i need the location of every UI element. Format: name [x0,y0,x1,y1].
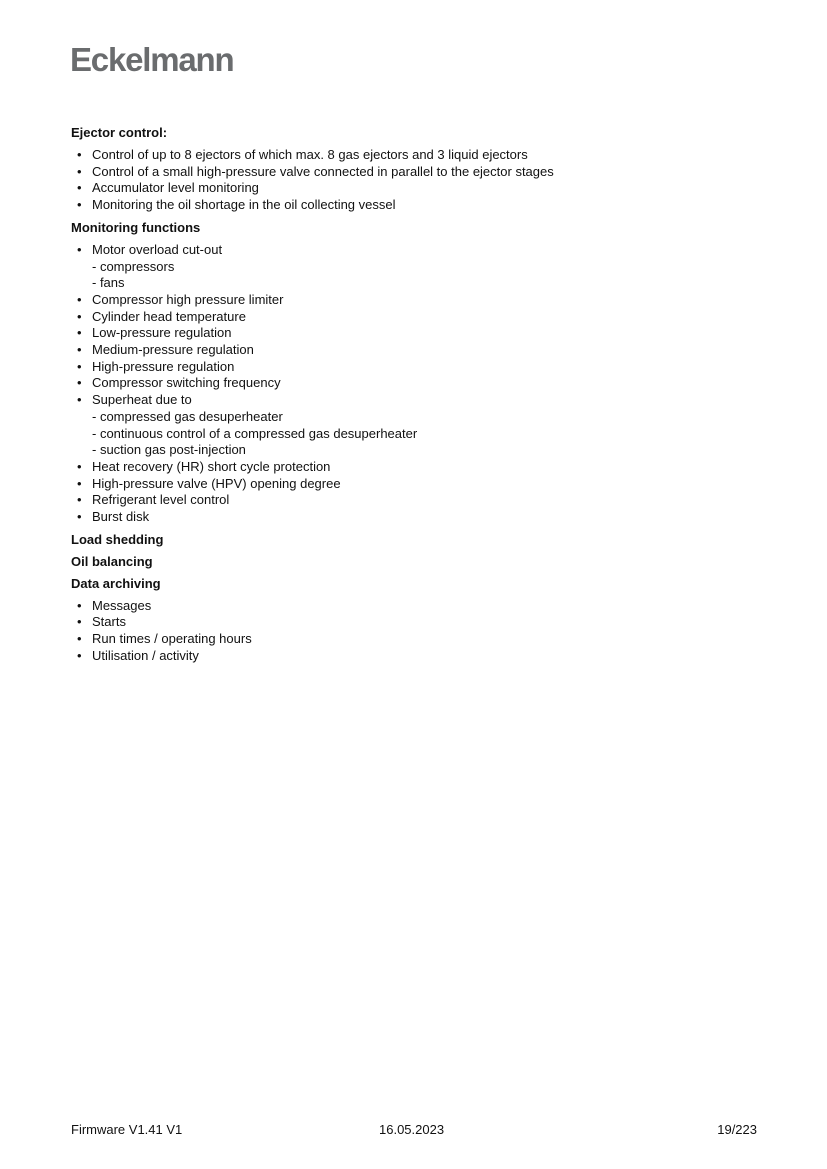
bullet-icon: • [77,492,82,508]
list-item-text: Motor overload cut-out [92,241,223,257]
list-item-text: Starts [92,614,126,630]
bullet-icon: • [77,614,82,630]
firmware-version: Firmware V1.41 V1 [71,1122,183,1137]
list-item [71,180,771,197]
page-footer [71,1121,757,1139]
bullet-icon: • [77,342,82,358]
list-item [71,164,771,181]
section-monitoring-functions [71,220,771,526]
list-item [71,292,771,309]
list-item [71,359,771,376]
list-item [71,509,771,526]
monitoring-list [71,242,771,526]
bullet-icon: • [77,647,82,663]
list-item-text: Utilisation / activity [92,647,199,663]
bullet-icon: • [77,325,82,341]
list-item [71,309,771,326]
heading-data-archiving: Data archiving [71,575,161,591]
list-item [71,492,771,509]
document-date: 16.05.2023 [379,1122,445,1137]
bullet-icon: • [77,308,82,324]
list-item-text: Compressor high pressure limiter [92,291,284,307]
list-item-text: Medium-pressure regulation [92,342,254,358]
list-item [71,375,771,392]
list-item-text: High-pressure valve (HPV) opening degree [92,475,341,491]
list-item-text: Burst disk [92,509,150,525]
list-item [71,325,771,342]
list-item-text: Refrigerant level control [92,492,230,508]
bullet-icon: • [77,358,82,374]
section-data-archiving [71,576,771,665]
bullet-icon: • [77,392,82,408]
list-item [71,476,771,493]
heading-ejector-control: Ejector control: [71,125,168,140]
bullet-icon: • [77,597,82,613]
section-load-shedding [71,532,771,548]
list-item-text: Run times / operating hours [92,631,252,647]
bullet-icon: • [77,475,82,491]
list-item-text: Compressor switching frequency [92,375,281,391]
sub-item: - compressors [92,258,175,274]
list-item [71,459,771,476]
list-item-text: Heat recovery (HR) short cycle protection [92,458,331,474]
list-item [71,598,771,615]
list-item-text: Messages [92,597,152,613]
archiving-list [71,598,771,665]
bullet-icon: • [77,375,82,391]
page-number: 19/223 [717,1122,757,1137]
bullet-icon: • [77,291,82,307]
bullet-icon: • [77,631,82,647]
page-content [71,125,771,671]
list-item-text: Superheat due to [92,392,192,408]
section-ejector-control [71,125,771,214]
list-item [71,648,771,665]
heading-load-shedding: Load shedding [71,531,164,547]
section-oil-balancing [71,554,771,570]
bullet-icon: • [77,147,82,162]
list-item-text: Monitoring the oil shortage in the oil collecting vessel [92,197,396,213]
bullet-icon: • [77,180,82,196]
list-item [71,242,771,292]
bullet-icon: • [77,163,82,179]
heading-oil-balancing: Oil balancing [71,553,153,569]
sub-item: - continuous control of a compressed gas desuperheater [92,425,418,441]
sub-item: - compressed gas desuperheater [92,408,283,424]
bullet-icon: • [77,197,82,213]
list-item-text: Low-pressure regulation [92,325,232,341]
bullet-icon: • [77,241,82,257]
list-item-text: Accumulator level monitoring [92,180,259,196]
ejector-list [71,147,771,214]
list-item-text: High-pressure regulation [92,358,235,374]
list-item [71,342,771,359]
list-item [71,614,771,631]
bullet-icon: • [77,458,82,474]
list-item [71,392,771,459]
list-item-text: Control of a small high-pressure valve connected in parallel to the ejector stages [92,163,554,179]
sub-item: - fans [92,275,125,291]
sub-item: - suction gas post-injection [92,442,246,458]
list-item [71,197,771,214]
list-item-text: Cylinder head temperature [92,308,246,324]
bullet-icon: • [77,509,82,525]
heading-monitoring-functions: Monitoring functions [71,219,201,235]
list-item-text: Control of up to 8 ejectors of which max. 8 gas ejectors and 3 liquid ejectors [92,147,528,162]
list-item [71,147,771,164]
company-logo: Eckelmann [70,41,234,78]
list-item [71,631,771,648]
